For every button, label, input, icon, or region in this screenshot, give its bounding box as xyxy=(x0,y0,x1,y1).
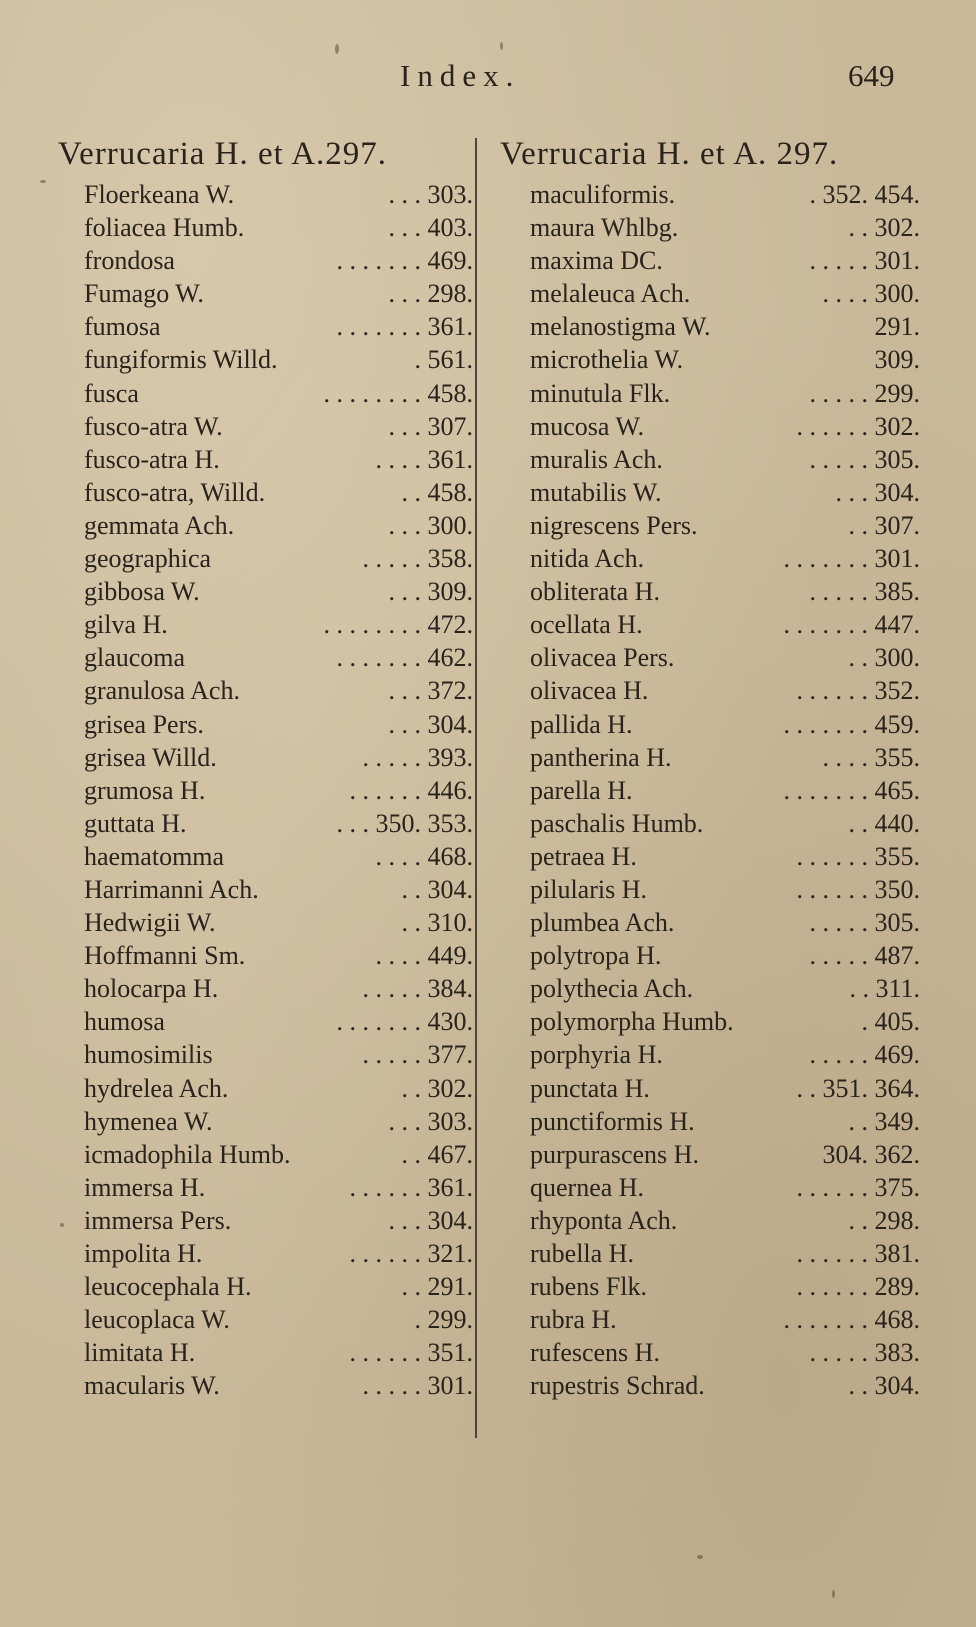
entry-page-ref: . . . . . 377. xyxy=(362,1040,473,1070)
entry-page-ref: . . . . . . 375. xyxy=(796,1172,920,1202)
entry-name: grisea Willd. xyxy=(84,742,217,772)
entry-name: granulosa Ach. xyxy=(84,676,240,706)
entry-page-ref: . . . . . . . 361. xyxy=(336,312,473,342)
paper-speck xyxy=(500,42,503,50)
index-entry xyxy=(58,1237,473,1270)
page-number: 649 xyxy=(848,58,895,93)
entry-name: polytropa H. xyxy=(530,941,662,971)
index-entry xyxy=(500,211,920,244)
index-entry xyxy=(58,674,473,707)
index-entry xyxy=(58,906,473,939)
entry-name: polythecia Ach. xyxy=(530,974,694,1004)
index-entry xyxy=(58,377,473,410)
entry-name: mucosa W. xyxy=(530,411,645,441)
right-column-heading: Verrucaria H. et A. 297. xyxy=(500,136,839,172)
entry-name: holocarpa H. xyxy=(84,974,219,1004)
entry-name: fusca xyxy=(84,378,139,408)
entry-page-ref: . . 298. xyxy=(848,1205,920,1235)
index-entry xyxy=(500,1005,920,1038)
entry-page-ref: . . . 307. xyxy=(388,411,473,441)
index-entry xyxy=(500,476,920,509)
entry-name: hydrelea Ach. xyxy=(84,1073,229,1103)
entry-page-ref: . . 458. xyxy=(401,477,473,507)
entry-page-ref: . . . . . . . 468. xyxy=(783,1305,920,1335)
entry-page-ref: . . . . . . 321. xyxy=(349,1239,473,1268)
paper-speck xyxy=(832,1590,835,1598)
index-entry xyxy=(500,939,920,972)
index-entry xyxy=(500,972,920,1005)
index-entry xyxy=(500,840,920,873)
entry-page-ref: . . . . . . . 462. xyxy=(336,643,473,673)
entry-name: foliacea Humb. xyxy=(84,213,245,243)
entry-name: maxima DC. xyxy=(530,246,663,276)
entry-name: gibbosa W. xyxy=(84,577,200,607)
index-entry xyxy=(58,509,473,542)
entry-name: geographica xyxy=(84,544,212,574)
entry-page-ref: . . . 304. xyxy=(388,1205,473,1235)
index-entry xyxy=(58,608,473,641)
entry-page-ref: . . . . . 384. xyxy=(362,974,473,1004)
entry-name: melanostigma W. xyxy=(530,312,711,342)
entry-page-ref: . . . . 449. xyxy=(375,941,473,971)
entry-name: grisea Pers. xyxy=(84,709,204,739)
paper-speck xyxy=(60,1223,64,1227)
entry-page-ref: . . . 300. xyxy=(388,510,473,540)
entry-page-ref: . . . 372. xyxy=(388,676,473,706)
column-divider xyxy=(475,138,477,1438)
entry-name: Fumago W. xyxy=(84,279,204,309)
entry-name: nigrescens Pers. xyxy=(530,510,698,540)
entry-page-ref: . . 307. xyxy=(848,510,920,540)
index-entry xyxy=(500,674,920,707)
right-column xyxy=(500,134,920,1402)
entry-name: minutula Flk. xyxy=(530,378,671,408)
index-entry xyxy=(500,774,920,807)
index-entry xyxy=(500,906,920,939)
entry-name: nitida Ach. xyxy=(530,544,645,574)
entry-page-ref: . . . . . . 350. xyxy=(796,874,920,904)
entry-name: paschalis Humb. xyxy=(530,808,704,838)
entry-name: immersa H. xyxy=(84,1172,206,1202)
entry-name: maculiformis. xyxy=(530,180,676,209)
entry-name: Hoffmanni Sm. xyxy=(84,941,246,971)
entry-name: rubens Flk. xyxy=(530,1272,647,1302)
entry-page-ref: . . . . 300. xyxy=(822,279,920,309)
entry-page-ref: . . . . . . . 447. xyxy=(783,610,920,640)
entry-name: plumbea Ach. xyxy=(530,908,675,938)
index-entry xyxy=(58,1369,473,1402)
index-entry xyxy=(58,1072,473,1105)
index-entry xyxy=(58,443,473,476)
index-entry xyxy=(58,641,473,674)
index-entry xyxy=(58,476,473,509)
left-entry-list xyxy=(58,178,473,1402)
entry-page-ref: . . . 309. xyxy=(388,577,473,607)
entry-page-ref: . . . . . . . . 472. xyxy=(323,610,473,640)
entry-name: rupestris Schrad. xyxy=(530,1371,705,1401)
entry-name: rhyponta Ach. xyxy=(530,1205,678,1235)
entry-page-ref: . . 467. xyxy=(401,1139,473,1169)
index-entry xyxy=(500,509,920,542)
entry-page-ref: . . . . . 358. xyxy=(362,544,473,574)
entry-page-ref: . . . . . 301. xyxy=(809,246,920,276)
index-entry xyxy=(500,608,920,641)
entry-name: rubra H. xyxy=(530,1305,617,1335)
entry-page-ref: . . . . . . 302. xyxy=(796,411,920,441)
index-entry xyxy=(58,244,473,277)
index-entry xyxy=(58,211,473,244)
entry-page-ref: . . . 350. 353. xyxy=(336,808,473,838)
entry-page-ref: . . . . . 383. xyxy=(809,1338,920,1368)
entry-name: fumosa xyxy=(84,312,161,342)
entry-page-ref: . . . . . . 361. xyxy=(349,1172,473,1202)
index-entry xyxy=(500,1072,920,1105)
index-entry xyxy=(58,972,473,1005)
index-entry xyxy=(58,178,473,211)
entry-page-ref: . . . . 468. xyxy=(375,841,473,871)
entry-page-ref: . . . . . . 381. xyxy=(796,1239,920,1268)
index-entry xyxy=(58,310,473,343)
entry-page-ref: . . . . . . . 301. xyxy=(783,544,920,574)
index-entry xyxy=(500,575,920,608)
entry-page-ref: . . . 303. xyxy=(388,1106,473,1136)
entry-page-ref: . . . . . 305. xyxy=(809,908,920,938)
entry-page-ref: . . . . . 393. xyxy=(362,742,473,772)
entry-page-ref: . . 302. xyxy=(401,1073,473,1103)
index-entry xyxy=(500,741,920,774)
entry-name: purpurascens H. xyxy=(530,1139,699,1169)
page-header xyxy=(0,58,976,98)
index-entry xyxy=(500,1270,920,1303)
entry-page-ref: . . . . . . . 430. xyxy=(336,1007,473,1037)
index-entry xyxy=(500,542,920,575)
entry-page-ref: . . . . . 299. xyxy=(809,378,920,408)
index-entry xyxy=(500,178,920,211)
index-entry xyxy=(58,939,473,972)
index-entry xyxy=(58,708,473,741)
entry-page-ref: . . 302. xyxy=(848,213,920,243)
index-entry xyxy=(500,443,920,476)
index-entry xyxy=(58,774,473,807)
entry-name: leucocephala H. xyxy=(84,1272,252,1302)
page-title: Index. xyxy=(400,58,521,93)
entry-name: humosa xyxy=(84,1007,165,1037)
entry-page-ref: . . . . . . . 459. xyxy=(783,709,920,739)
index-entry xyxy=(58,1303,473,1336)
entry-name: grumosa H. xyxy=(84,775,206,805)
entry-name: porphyria H. xyxy=(530,1040,663,1070)
index-entry xyxy=(500,244,920,277)
index-entry xyxy=(58,277,473,310)
index-entry xyxy=(500,410,920,443)
index-entry xyxy=(500,1204,920,1237)
entry-name: ocellata H. xyxy=(530,610,643,640)
entry-name: punctiformis H. xyxy=(530,1106,695,1136)
index-entry xyxy=(58,542,473,575)
entry-page-ref: 309. xyxy=(874,345,920,375)
index-entry xyxy=(58,1270,473,1303)
entry-name: leucoplaca W. xyxy=(84,1305,230,1335)
entry-page-ref: . . . 298. xyxy=(388,279,473,309)
entry-page-ref: . . . . . . 355. xyxy=(796,841,920,871)
entry-page-ref: . . 351. 364. xyxy=(796,1073,920,1103)
index-entry xyxy=(500,708,920,741)
index-entry xyxy=(500,1303,920,1336)
index-entry xyxy=(58,807,473,840)
entry-page-ref: . . . 304. xyxy=(388,709,473,739)
entry-name: rufescens H. xyxy=(530,1338,660,1368)
entry-name: impolita H. xyxy=(84,1239,203,1268)
entry-page-ref: . . 440. xyxy=(848,808,920,838)
entry-name: quernea H. xyxy=(530,1172,645,1202)
entry-page-ref: . . . . 355. xyxy=(822,742,920,772)
entry-page-ref: . . . . . . . . 458. xyxy=(323,378,473,408)
entry-page-ref: . 405. xyxy=(861,1007,920,1037)
entry-name: limitata H. xyxy=(84,1338,196,1368)
index-entry xyxy=(58,343,473,376)
entry-name: Hedwigii W. xyxy=(84,908,216,938)
entry-page-ref: . . 349. xyxy=(848,1106,920,1136)
entry-name: olivacea H. xyxy=(530,676,649,706)
entry-name: maura Whlbg. xyxy=(530,213,679,243)
entry-name: haematomma xyxy=(84,841,225,871)
index-entry xyxy=(58,840,473,873)
entry-name: hymenea W. xyxy=(84,1106,213,1136)
entry-name: parella H. xyxy=(530,775,633,805)
entry-name: obliterata H. xyxy=(530,577,660,607)
entry-page-ref: . . 300. xyxy=(848,643,920,673)
index-entry xyxy=(500,1171,920,1204)
index-entry xyxy=(500,873,920,906)
entry-name: Harrimanni Ach. xyxy=(84,874,259,904)
index-entry xyxy=(500,1336,920,1369)
index-entry xyxy=(58,1204,473,1237)
paper-speck xyxy=(335,44,339,54)
index-entry xyxy=(500,1369,920,1402)
index-entry xyxy=(500,1237,920,1270)
entry-name: muralis Ach. xyxy=(530,444,663,474)
entry-name: rubella H. xyxy=(530,1239,634,1268)
index-entry xyxy=(58,1138,473,1171)
entry-name: Floerkeana W. xyxy=(84,180,235,209)
entry-page-ref: 304. 362. xyxy=(822,1139,920,1169)
entry-name: gemmata Ach. xyxy=(84,510,235,540)
index-entry xyxy=(500,1105,920,1138)
index-entry xyxy=(500,277,920,310)
entry-name: pantherina H. xyxy=(530,742,672,772)
entry-name: macularis W. xyxy=(84,1371,220,1401)
entry-page-ref: . 352. 454. xyxy=(809,180,920,209)
entry-name: guttata H. xyxy=(84,808,187,838)
entry-name: melaleuca Ach. xyxy=(530,279,691,309)
index-entry xyxy=(58,1171,473,1204)
entry-name: punctata H. xyxy=(530,1073,650,1103)
paper-speck xyxy=(697,1555,703,1559)
entry-name: polymorpha Humb. xyxy=(530,1007,734,1037)
entry-page-ref: . . 311. xyxy=(849,974,920,1004)
entry-name: fusco-atra H. xyxy=(84,444,220,474)
entry-page-ref: . . . . . . 352. xyxy=(796,676,920,706)
index-entry xyxy=(58,410,473,443)
entry-page-ref: . . . 303. xyxy=(388,180,473,209)
index-entry xyxy=(500,1138,920,1171)
index-entry xyxy=(58,741,473,774)
entry-page-ref: . . . 403. xyxy=(388,213,473,243)
entry-name: humosimilis xyxy=(84,1040,213,1070)
index-entry xyxy=(500,807,920,840)
entry-name: immersa Pers. xyxy=(84,1205,232,1235)
entry-name: fungiformis Willd. xyxy=(84,345,278,375)
entry-page-ref: . . . . . 301. xyxy=(362,1371,473,1401)
index-entry xyxy=(58,873,473,906)
entry-name: frondosa xyxy=(84,246,175,276)
index-entry xyxy=(58,1038,473,1071)
entry-name: fusco-atra, Willd. xyxy=(84,477,266,507)
entry-page-ref: . . . 304. xyxy=(835,477,920,507)
entry-page-ref: . . 304. xyxy=(848,1371,920,1401)
entry-page-ref: . . . . . 469. xyxy=(809,1040,920,1070)
entry-name: glaucoma xyxy=(84,643,186,673)
paper-speck xyxy=(40,180,46,183)
entry-name: pilularis H. xyxy=(530,874,647,904)
entry-page-ref: . . 310. xyxy=(401,908,473,938)
entry-page-ref: . . . . . . 446. xyxy=(349,775,473,805)
entry-name: icmadophila Humb. xyxy=(84,1139,291,1169)
left-column-heading: Verrucaria H. et A.297. xyxy=(58,136,388,172)
index-entry xyxy=(500,343,920,376)
entry-name: olivacea Pers. xyxy=(530,643,675,673)
index-entry xyxy=(58,1336,473,1369)
entry-page-ref: . . . . . . 351. xyxy=(349,1338,473,1368)
index-entry xyxy=(58,1005,473,1038)
index-entry xyxy=(500,641,920,674)
right-entry-list xyxy=(500,178,920,1402)
entry-name: pallida H. xyxy=(530,709,633,739)
entry-name: fusco-atra W. xyxy=(84,411,223,441)
entry-page-ref: . 561. xyxy=(414,345,473,375)
entry-name: mutabilis W. xyxy=(530,477,662,507)
index-entry xyxy=(58,1105,473,1138)
index-entry xyxy=(500,1038,920,1071)
entry-page-ref: . 299. xyxy=(414,1305,473,1335)
entry-name: gilva H. xyxy=(84,610,168,640)
left-column xyxy=(58,134,473,1402)
entry-page-ref: . . . . . 385. xyxy=(809,577,920,607)
index-entry xyxy=(58,575,473,608)
entry-name: petraea H. xyxy=(530,841,637,871)
entry-page-ref: . . 304. xyxy=(401,874,473,904)
entry-page-ref: . . . . 361. xyxy=(375,444,473,474)
index-entry xyxy=(500,310,920,343)
entry-page-ref: . . . . . . . 465. xyxy=(783,775,920,805)
entry-name: microthelia W. xyxy=(530,345,684,375)
entry-page-ref: . . . . . 305. xyxy=(809,444,920,474)
entry-page-ref: . . . . . 487. xyxy=(809,941,920,971)
entry-page-ref: 291. xyxy=(874,312,920,342)
entry-page-ref: . . . . . . 289. xyxy=(796,1272,920,1302)
entry-page-ref: . . 291. xyxy=(401,1272,473,1302)
index-entry xyxy=(500,377,920,410)
entry-page-ref: . . . . . . . 469. xyxy=(336,246,473,276)
